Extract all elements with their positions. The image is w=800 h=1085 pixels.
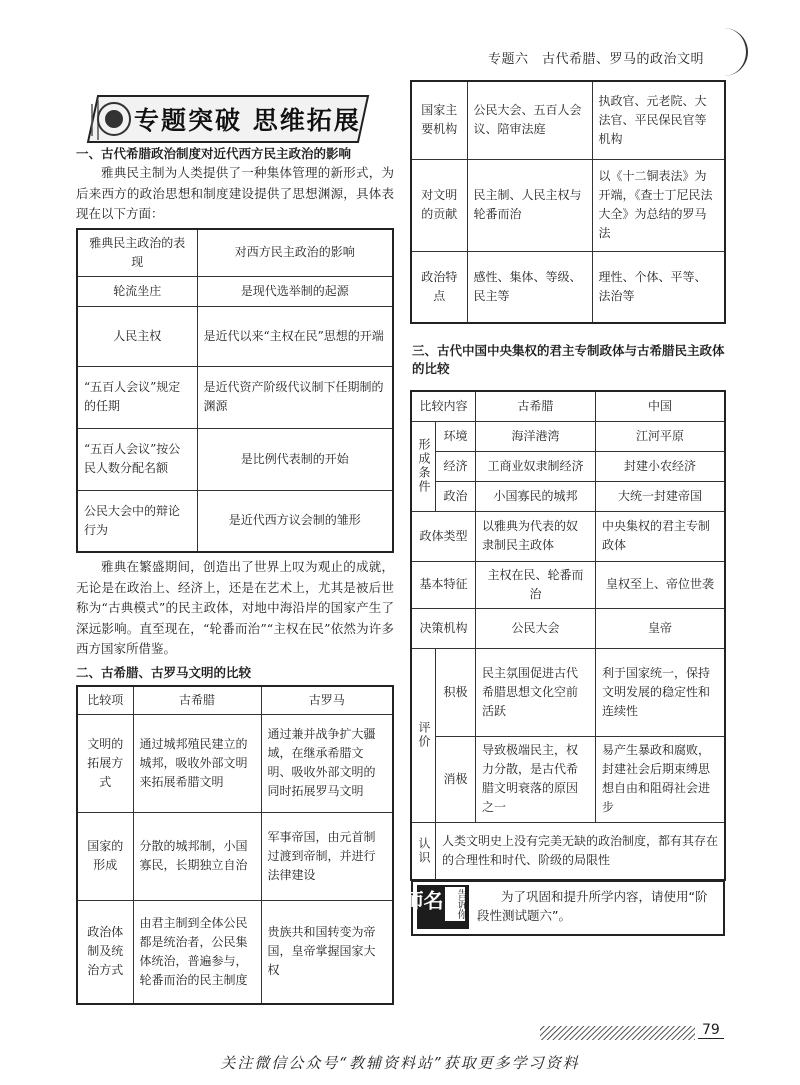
right-column <box>410 80 726 881</box>
table-row <box>411 608 725 648</box>
table-row <box>411 421 725 451</box>
table-row <box>77 366 393 428</box>
section-banner <box>78 84 378 154</box>
table-row <box>411 511 725 561</box>
running-header: 专题六 古代希腊、罗马的政治文明 <box>488 52 705 67</box>
table-row <box>411 648 725 736</box>
section2-title: 二、古希腊、古罗马文明的比较 <box>76 664 252 680</box>
table-cell: 皇权至上、帝位世袭 <box>596 561 726 608</box>
table-cell: 经济 <box>436 451 476 481</box>
table-cell: 由君主制到全体公民都是统治者，公民集体统治，普遍参与，轮番而治的民主制度 <box>133 900 261 1004</box>
table-header-row <box>77 229 393 277</box>
table-header-cell: 比较内容 <box>411 391 476 421</box>
table-row <box>411 81 725 159</box>
table-cell: 通过城邦殖民建立的城邦，吸收外部文明来拓展希腊文明 <box>133 714 261 812</box>
table-row <box>77 306 393 366</box>
section1-closing: 雅典在繁盛期间，创造出了世界上叹为观止的成就，无论是在政治上、经济上，还是在艺术上，尤其是被后世称为“古典模式”的民主政体，对地中海沿岸的国家产生了深远影响。直至现在，“轮番而治”“主权在民”依然为许多西方国家所借鉴。 <box>76 559 394 656</box>
table-cell: 军事帝国，由元首制过渡到帝制，并进行法律建设 <box>261 812 393 900</box>
table-header-cell: 古罗马 <box>261 686 393 715</box>
table-cell: 公民大会中的辩论行为 <box>77 490 197 552</box>
table-cell: 民主氛围促进古代希腊思想文化空前活跃 <box>476 648 596 736</box>
table-cell: 人类文明史上没有完美无缺的政治制度，都有其存在的合理性和时代、阶级的局限性 <box>436 822 726 880</box>
section3-title: 三、古代中国中央集权的君主专制政体与古希腊民主政体的比较 <box>412 343 725 376</box>
footer-note: 关注微信公众号“教辅资料站”获取更多学习资料 <box>220 1054 580 1072</box>
table-row <box>411 736 725 822</box>
table-row <box>411 251 725 323</box>
table-cell: 决策机构 <box>411 608 476 648</box>
table-cell: 海洋港湾 <box>476 421 596 451</box>
table-cell: 大统一封建帝国 <box>596 481 726 511</box>
table-cell: 国家的形成 <box>77 812 133 900</box>
table-cell: 主权在民、轮番而治 <box>476 561 596 608</box>
table-cell: 理性、个体、平等、法治等 <box>592 251 725 323</box>
table-cell: 是现代选举制的起源 <box>197 276 393 306</box>
table-cell: 利于国家统一，保持文明发展的稳定性和连续性 <box>596 648 726 736</box>
teacher-tip-badge <box>400 885 469 929</box>
table-cell: “五百人会议”按公民人数分配名额 <box>77 428 197 490</box>
table-header-row <box>77 686 393 715</box>
header-bracket <box>724 28 748 76</box>
table-cell: 通过兼并战争扩大疆域，在继承希腊文明、吸收外部文明的同时拓展罗马文明 <box>261 714 393 812</box>
table-cell: 是近代以来“主权在民”思想的开端 <box>197 306 393 366</box>
section1-title: 一、古代希腊政治制度对近代西方民主政治的影响 <box>76 146 352 161</box>
table-cell: “五百人会议”规定的任期 <box>77 366 197 428</box>
section3-table <box>410 390 726 881</box>
section1-table <box>76 228 394 554</box>
table-cell: 是比例代表制的开始 <box>197 428 393 490</box>
table-cell: 小国寡民的城邦 <box>476 481 596 511</box>
table-cell: 政治体制及统治方式 <box>77 900 133 1004</box>
teacher-tip-box <box>400 880 725 936</box>
table-row <box>411 481 725 511</box>
section1-intro: 雅典民主制为人类提供了一种集体管理的新形式，为后来西方的政治思想和制度建设提供了思想渊源，具体表现在以下方面： <box>76 165 394 221</box>
table-cell: 积极 <box>436 648 476 736</box>
badge-small-text: 告诉你 <box>445 887 465 921</box>
table-cell: 消极 <box>436 736 476 822</box>
table-cell: 感性、集体、等级、民主等 <box>467 251 592 323</box>
table-cell: 皇帝 <box>596 608 726 648</box>
formation-label: 形成条件 <box>411 421 436 511</box>
table-cell: 公民大会 <box>476 608 596 648</box>
table-cell: 是近代西方议会制的雏形 <box>197 490 393 552</box>
table-cell: 导致极端民主，权力分散，是古代希腊文明衰落的原因之一 <box>476 736 596 822</box>
table-cell: 封建小农经济 <box>596 451 726 481</box>
table-cell: 工商业奴隶制经济 <box>476 451 596 481</box>
table-cell: 国家主要机构 <box>411 81 467 159</box>
table-header-row <box>411 391 725 421</box>
badge-big-text: 名师 <box>400 890 444 910</box>
table-cell: 文明的拓展方式 <box>77 714 133 812</box>
table-cell: 以雅典为代表的奴隶制民主政体 <box>476 511 596 561</box>
table-cell: 人民主权 <box>77 306 197 366</box>
table-header-cell: 中国 <box>596 391 726 421</box>
table-cell: 是近代资产阶级代议制下任期制的渊源 <box>197 366 393 428</box>
table-cell: 政体类型 <box>411 511 476 561</box>
evaluation-label: 评价 <box>411 648 436 822</box>
table-cell: 轮流坐庄 <box>77 276 197 306</box>
table-row <box>411 822 725 880</box>
table-row <box>77 428 393 490</box>
table-cell: 江河平原 <box>596 421 726 451</box>
table-cell: 民主制、人民主权与轮番而治 <box>467 159 592 251</box>
table-row <box>77 490 393 552</box>
table-row <box>77 276 393 306</box>
table-cell: 政治 <box>436 481 476 511</box>
table-cell: 贵族共和国转变为帝国，皇帝掌握国家大权 <box>261 900 393 1004</box>
page-number: 79 <box>698 1022 724 1039</box>
section2-table-continued <box>410 80 726 324</box>
table-header-cell: 比较项 <box>77 686 133 715</box>
table-cell: 执政官、元老院、大法官、平民保民官等机构 <box>592 81 725 159</box>
section2-table <box>76 685 394 1006</box>
table-cell: 易产生暴政和腐败，封建社会后期束缚思想自由和阻碍社会进步 <box>596 736 726 822</box>
table-cell: 以《十二铜表法》为开端，《查士丁尼民法大全》为总结的罗马法 <box>592 159 725 251</box>
table-row <box>77 900 393 1004</box>
recognition-label: 认识 <box>411 822 436 880</box>
footer-hatch-bar <box>540 1024 695 1042</box>
table-cell: 基本特征 <box>411 561 476 608</box>
table-cell: 分散的城邦制，小国寡民，长期独立自治 <box>133 812 261 900</box>
table-header-cell: 古希腊 <box>133 686 261 715</box>
table-cell: 对文明的贡献 <box>411 159 467 251</box>
table-row <box>77 714 393 812</box>
table-row <box>411 159 725 251</box>
table-row <box>411 561 725 608</box>
table-row <box>411 451 725 481</box>
tip-text: 为了巩固和提升所学内容，请使用“阶段性测试题六”。 <box>477 889 708 923</box>
table-row <box>77 812 393 900</box>
left-column <box>76 145 394 1005</box>
table-cell: 公民大会、五百人会议、陪审法庭 <box>467 81 592 159</box>
table-cell: 政治特点 <box>411 251 467 323</box>
table-cell: 中央集权的君主专制政体 <box>596 511 726 561</box>
table-header-cell: 雅典民主政治的表现 <box>77 229 197 277</box>
table-cell: 环境 <box>436 421 476 451</box>
table-header-cell: 对西方民主政治的影响 <box>197 229 393 277</box>
table-header-cell: 古希腊 <box>476 391 596 421</box>
banner-title: 专题突破 思维拓展 <box>134 106 361 135</box>
